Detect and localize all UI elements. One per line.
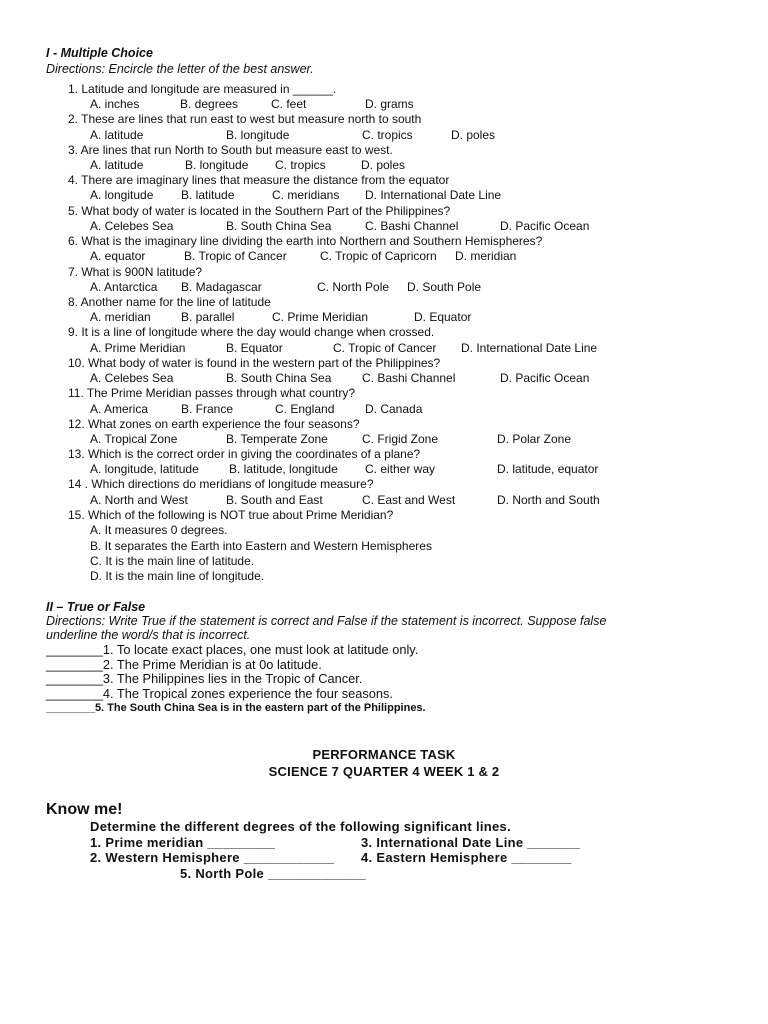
performance-item-2: 2. Western Hemisphere ____________ — [90, 850, 335, 865]
performance-task-title: PERFORMANCE TASK — [312, 747, 456, 762]
question-1-option-c: C. feet — [271, 97, 307, 111]
tf-item-1: ________1. To locate exact places, one must look at latitude only. — [46, 642, 419, 657]
part2-directions-line2: underline the word/s that is incorrect. — [46, 628, 251, 642]
performance-instruction: Determine the different degrees of the following significant lines. — [90, 819, 511, 834]
part1-title: I - Multiple Choice — [46, 46, 153, 60]
question-4-option-a: A. longitude — [90, 188, 154, 202]
question-1-option-b: B. degrees — [180, 97, 239, 111]
question-1-text: 1. Latitude and longitude are measured in ______. — [68, 82, 337, 96]
question-7-option-c: C. North Pole — [317, 280, 390, 294]
question-13-option-b: B. latitude, longitude — [229, 462, 338, 476]
performance-item-3: 3. International Date Line _______ — [361, 835, 581, 850]
question-5-option-c: C. Bashi Channel — [365, 219, 459, 233]
question-10-option-a: A. Celebes Sea — [90, 371, 174, 385]
question-12-option-c: C. Frigid Zone — [362, 432, 439, 446]
question-15-text: 15. Which of the following is NOT true about Prime Meridian? — [68, 508, 394, 522]
question-13-text: 13. Which is the correct order in giving the coordinates of a plane? — [68, 447, 421, 461]
question-10-option-b: B. South China Sea — [226, 371, 332, 385]
question-12-option-b: B. Temperate Zone — [226, 432, 328, 446]
question-12-option-d: D. Polar Zone — [497, 432, 572, 446]
question-12-text: 12. What zones on earth experience the four seasons? — [68, 417, 360, 431]
question-8-option-c: C. Prime Meridian — [272, 310, 369, 324]
question-13-option-c: C. either way — [365, 462, 436, 476]
question-3-option-b: B. longitude — [185, 158, 249, 172]
question-2-option-c: C. tropics — [362, 128, 413, 142]
question-10-option-d: D. Pacific Ocean — [500, 371, 590, 385]
question-14-option-c: C. East and West — [362, 493, 456, 507]
question-5-option-a: A. Celebes Sea — [90, 219, 174, 233]
question-9-text: 9. It is a line of longitude where the day would change when crossed. — [68, 325, 435, 339]
question-4-text: 4. There are imaginary lines that measure the distance from the equator — [68, 173, 450, 187]
question-14-option-a: A. North and West — [90, 493, 188, 507]
question-3-option-a: A. latitude — [90, 158, 144, 172]
performance-item-5: 5. North Pole _____________ — [180, 866, 366, 881]
question-11-option-c: C. England — [275, 402, 335, 416]
part2-directions-line1: Directions: Write True if the statement is correct and False if the statement is incorrect. Suppose false — [46, 614, 607, 628]
question-3-text: 3. Are lines that run North to South but measure east to west. — [68, 143, 393, 157]
question-3-option-d: D. poles — [361, 158, 406, 172]
question-6-option-a: A. equator — [90, 249, 146, 263]
part1-directions: Directions: Encircle the letter of the best answer. — [46, 62, 314, 76]
question-8-option-a: A. meridian — [90, 310, 151, 324]
question-15-option-b: B. It separates the Earth into Eastern and Western Hemispheres — [90, 539, 432, 553]
question-6-option-d: D. meridian — [455, 249, 517, 263]
question-14-text: 14 . Which directions do meridians of longitude measure? — [68, 477, 374, 491]
question-12-option-a: A. Tropical Zone — [90, 432, 178, 446]
tf-item-3: ________3. The Philippines lies in the Tropic of Cancer. — [46, 671, 363, 686]
question-9-option-d: D. International Date Line — [461, 341, 598, 355]
tf-item-2: ________2. The Prime Meridian is at 0o latitude. — [46, 657, 322, 672]
question-6-text: 6. What is the imaginary line dividing the earth into Northern and Southern Hemispheres? — [68, 234, 543, 248]
question-8-text: 8. Another name for the line of latitude — [68, 295, 271, 309]
question-8-option-b: B. parallel — [181, 310, 235, 324]
question-7-option-a: A. Antarctica — [90, 280, 158, 294]
question-1-option-a: A. inches — [90, 97, 140, 111]
question-13-option-a: A. longitude, latitude — [90, 462, 199, 476]
question-11-option-d: D. Canada — [365, 402, 423, 416]
question-9-option-b: B. Equator — [226, 341, 283, 355]
question-14-option-d: D. North and South — [497, 493, 600, 507]
question-6-option-c: C. Tropic of Capricorn — [320, 249, 437, 263]
performance-task-subtitle: SCIENCE 7 QUARTER 4 WEEK 1 & 2 — [268, 764, 500, 779]
question-7-option-d: D. South Pole — [407, 280, 482, 294]
question-4-option-d: D. International Date Line — [365, 188, 502, 202]
question-5-option-b: B. South China Sea — [226, 219, 332, 233]
question-5-text: 5. What body of water is located in the Southern Part of the Philippines? — [68, 204, 451, 218]
question-11-text: 11. The Prime Meridian passes through what country? — [68, 386, 356, 400]
question-14-option-b: B. South and East — [226, 493, 323, 507]
performance-item-4: 4. Eastern Hemisphere ________ — [361, 850, 572, 865]
question-4-option-b: B. latitude — [181, 188, 235, 202]
question-7-text: 7. What is 900N latitude? — [68, 265, 203, 279]
question-6-option-b: B. Tropic of Cancer — [184, 249, 287, 263]
tf-item-5: ________5. The South China Sea is in the eastern part of the Philippines. — [46, 702, 426, 714]
question-15-option-c: C. It is the main line of latitude. — [90, 554, 255, 568]
question-9-option-c: C. Tropic of Cancer — [333, 341, 437, 355]
question-11-option-b: B. France — [181, 402, 234, 416]
question-2-option-a: A. latitude — [90, 128, 144, 142]
question-15-option-a: A. It measures 0 degrees. — [90, 523, 228, 537]
know-me-heading: Know me! — [46, 801, 123, 818]
question-2-option-d: D. poles — [451, 128, 496, 142]
tf-item-4: ________4. The Tropical zones experience the four seasons. — [46, 686, 393, 701]
part2-title: II – True or False — [46, 600, 146, 614]
question-3-option-c: C. tropics — [275, 158, 326, 172]
question-5-option-d: D. Pacific Ocean — [500, 219, 590, 233]
performance-item-1: 1. Prime meridian _________ — [90, 835, 276, 850]
question-15-option-d: D. It is the main line of longitude. — [90, 569, 265, 583]
question-4-option-c: C. meridians — [272, 188, 340, 202]
question-10-option-c: C. Bashi Channel — [362, 371, 456, 385]
question-2-text: 2. These are lines that run east to west but measure north to south — [68, 112, 422, 126]
question-1-option-d: D. grams — [365, 97, 414, 111]
question-7-option-b: B. Madagascar — [181, 280, 262, 294]
question-11-option-a: A. America — [90, 402, 149, 416]
question-13-option-d: D. latitude, equator — [497, 462, 599, 476]
question-2-option-b: B. longitude — [226, 128, 290, 142]
question-8-option-d: D. Equator — [414, 310, 472, 324]
question-9-option-a: A. Prime Meridian — [90, 341, 186, 355]
question-10-text: 10. What body of water is found in the western part of the Philippines? — [68, 356, 441, 370]
